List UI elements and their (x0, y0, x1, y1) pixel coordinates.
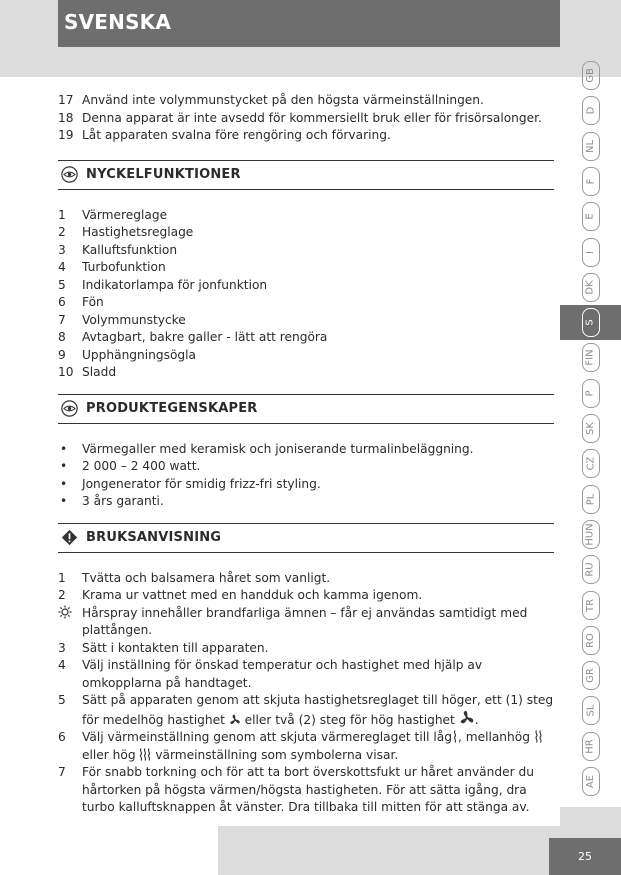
sun-warning-icon (58, 605, 72, 619)
language-tab-tr[interactable] (560, 588, 621, 623)
language-tab-label: NL (585, 139, 596, 153)
exclamation-diamond-icon (61, 529, 78, 546)
section-heading: NYCKELFUNKTIONER (86, 166, 241, 182)
page-content (58, 92, 554, 817)
section-heading: BRUKSANVISNING (86, 529, 222, 545)
language-tab-oval (582, 238, 600, 267)
language-tab-oval (582, 132, 600, 161)
language-tab-oval (582, 273, 600, 302)
fan-icon (459, 710, 475, 726)
language-tab-oval (582, 696, 600, 725)
language-tab-e[interactable] (560, 199, 621, 234)
language-tab-label: FIN (585, 349, 596, 366)
language-tab-oval (582, 308, 600, 337)
language-tab-f[interactable] (560, 164, 621, 199)
language-tab-oval (582, 96, 600, 125)
language-tab-fin[interactable] (560, 340, 621, 375)
language-tab-p[interactable] (560, 376, 621, 411)
language-tab-oval (582, 167, 600, 196)
language-tab-label: P (585, 390, 596, 397)
language-tab-label: TR (585, 598, 596, 612)
language-tab-label: S (584, 319, 596, 326)
language-tab-s[interactable] (560, 305, 621, 340)
bottom-band (218, 826, 560, 875)
language-tab-label: HR (585, 738, 596, 754)
key-features-list (58, 207, 554, 382)
language-tab-sk[interactable] (560, 411, 621, 446)
list-item: 3 Sätt i kontakten till apparaten. (58, 640, 269, 655)
language-tab-ro[interactable] (560, 623, 621, 658)
list-item: • 2 000 – 2 400 watt. (60, 459, 201, 473)
language-tab-label: F (584, 178, 596, 185)
language-tab-cz[interactable] (560, 446, 621, 481)
language-tab-oval (582, 449, 600, 478)
language-tab-label: GR (584, 668, 596, 683)
list-item: 1 Tvätta och balsamera håret som vanligt. (58, 570, 331, 585)
language-tab-gr[interactable] (560, 658, 621, 693)
language-tab-i[interactable] (560, 235, 621, 270)
list-item: 6 Välj värmeinställning genom att skjuta värmereglaget till låg , mellanhög eller hög värmeinställning som symbolerna visar. (58, 729, 554, 764)
language-tab-oval (582, 555, 600, 584)
language-tab-oval (582, 591, 600, 620)
list-item: 6 Fön (58, 295, 104, 309)
language-tab-label: HUN (585, 523, 597, 546)
list-item: • Värmegaller med keramisk och joniserande turmalinbeläggning. (60, 441, 474, 456)
language-tab-ru[interactable] (560, 552, 621, 587)
language-tab-hr[interactable] (560, 729, 621, 764)
heat-wave-icon (534, 730, 543, 743)
intro-list (58, 92, 554, 145)
language-tab-label: I (584, 250, 596, 254)
list-item: 8 Avtagbart, bakre galler - lätt att rengöra (58, 330, 328, 344)
language-tab-label: PL (584, 493, 596, 505)
instructions-list (58, 570, 554, 817)
section-header-instructions (58, 523, 554, 553)
language-tab-label: SL (584, 704, 596, 717)
language-tab-ae[interactable] (560, 764, 621, 799)
language-tab-oval (582, 767, 600, 796)
language-tab-label: E (584, 213, 596, 220)
heat-wave-icon (139, 748, 151, 761)
language-tab-oval (582, 485, 600, 514)
language-tab-nl[interactable] (560, 129, 621, 164)
list-item: 10 Sladd (58, 365, 117, 379)
language-tab-oval (582, 202, 600, 231)
language-header (58, 0, 560, 47)
language-tab-pl[interactable] (560, 482, 621, 517)
eye-icon (61, 400, 78, 417)
language-tab-label: RU (585, 562, 596, 577)
language-tab-label: SK (585, 422, 596, 435)
section-header-product-features (58, 394, 554, 424)
language-tab-label: CZ (585, 456, 596, 471)
language-tab-label: D (584, 106, 596, 115)
language-tab-hun[interactable] (560, 517, 621, 552)
list-item: 4 Turbofunktion (58, 260, 166, 274)
list-item: 4 Välj inställning för önskad temperatur och hastighet med hjälp av omkopplarna på handtaget. (58, 658, 483, 690)
language-tab-oval (582, 414, 600, 443)
language-tab-oval (582, 61, 600, 90)
list-item: 3 Kalluftsfunktion (58, 242, 178, 257)
product-features-list (58, 441, 554, 511)
list-item: Hårspray innehåller brandfarliga ämnen – får ej användas samtidigt med plattången. (58, 605, 554, 640)
language-tab-label: GB (584, 68, 596, 83)
page-title: SVENSKA (64, 10, 172, 34)
list-item: 9 Upphängningsögla (58, 347, 197, 362)
list-item: 5 Indikatorlampa för jonfunktion (58, 277, 268, 292)
language-tab-dk[interactable] (560, 270, 621, 305)
section-header-key-features (58, 160, 554, 190)
eye-icon (61, 166, 78, 183)
language-tab-d[interactable] (560, 93, 621, 128)
list-item: 17 Använd inte volymmunstycket på den högsta värmeinställningen. (58, 93, 484, 107)
section-heading: PRODUKTEGENSKAPER (86, 400, 258, 416)
language-tab-oval (582, 732, 600, 761)
language-tab-oval (582, 343, 600, 372)
language-tab-oval (582, 520, 600, 549)
fan-icon (229, 714, 241, 726)
list-item: 7 För snabb torkning och för att ta bort överskottsfukt ur håret använder du hårtorken på högsta värmen/högsta hastigheten. För att sätta igång, dra turbo kalluftsknappen åt vänster. Dra tillbaka till mitten för att stänga av. (58, 765, 534, 814)
list-item: 18 Denna apparat är inte avsedd för kommersiellt bruk eller för frisörsalonger. (58, 110, 542, 125)
language-tab-oval (582, 661, 600, 690)
list-item: 19 Låt apparaten svalna före rengöring och förvaring. (58, 128, 391, 142)
list-item: 2 Hastighetsreglage (58, 225, 194, 239)
language-tab-oval (582, 379, 600, 408)
language-tab-label: DK (584, 280, 596, 295)
language-tab-label: AE (584, 774, 596, 789)
language-tab-gb[interactable] (560, 58, 621, 93)
list-item: • Jongenerator för smidig frizz-fri styling. (60, 476, 321, 491)
page-number: 25 (549, 838, 621, 875)
list-item: 5 Sätt på apparaten genom att skjuta hastighetsreglaget till höger, ett (1) steg för medelhög hastighet eller två (2) steg för hög hastighet . (58, 693, 554, 727)
list-item: 7 Volymmunstycke (58, 312, 186, 327)
language-sidebar (560, 0, 621, 875)
language-tab-sl[interactable] (560, 693, 621, 728)
list-item: • 3 års garanti. (60, 494, 164, 508)
language-tab-oval (582, 626, 600, 655)
language-tab-label: RO (584, 632, 596, 648)
list-item: 2 Krama ur vattnet med en handduk och kamma igenom. (58, 588, 423, 602)
list-item: 1 Värmereglage (58, 207, 168, 222)
